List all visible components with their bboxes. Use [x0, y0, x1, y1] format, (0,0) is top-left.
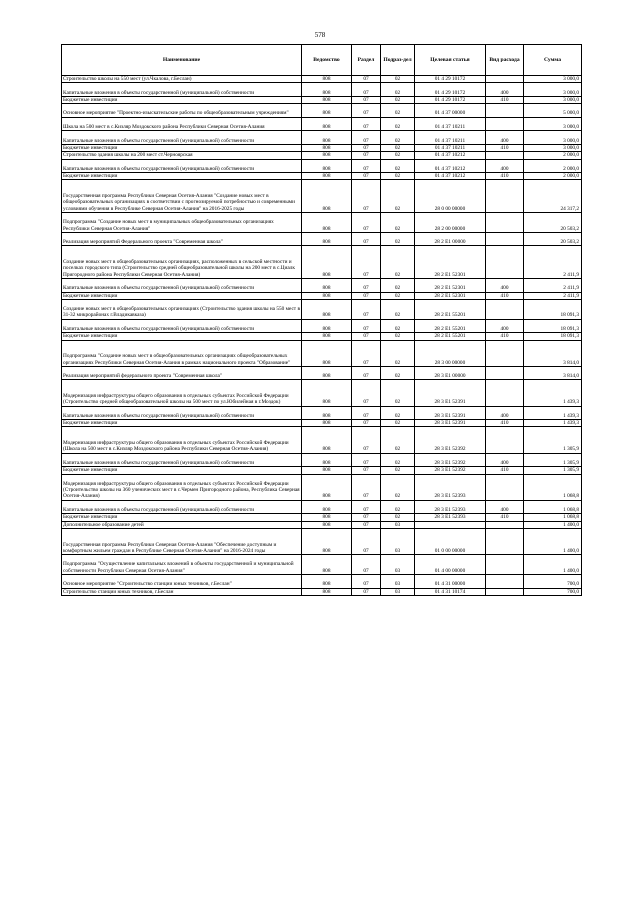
cell-dept: 808 — [302, 427, 352, 453]
table-row — [62, 474, 582, 500]
cell-name: Капитальные вложения в объекты государственной (муниципальной) собственности — [62, 159, 302, 173]
cell-name: Строительство школы на 550 мест (ул.Чкалова, г.Беслан) — [62, 76, 302, 83]
table-row — [62, 521, 582, 528]
cell-target: 28 2 E1 52301 — [415, 246, 486, 279]
cell-sum: 20 503,2 — [524, 232, 582, 246]
table-body — [62, 76, 582, 596]
cell-name: Модернизация инфраструктуры общего образования в отдельных субъектах Российской Федерации (Школа на 500 мест в с.Кизляр Моздокского района Республики Северная Осетия-Алания) — [62, 427, 302, 453]
cell-subsection: 02 — [381, 427, 415, 453]
cell-sum: 1 068,8 — [524, 500, 582, 514]
cell-section: 07 — [352, 159, 381, 173]
cell-dept: 808 — [302, 278, 352, 292]
cell-dept: 808 — [302, 173, 352, 180]
cell-subsection: 02 — [381, 319, 415, 333]
cell-section: 07 — [352, 500, 381, 514]
cell-section: 07 — [352, 366, 381, 380]
cell-dept: 808 — [302, 467, 352, 474]
cell-dept: 808 — [302, 319, 352, 333]
cell-subsection: 02 — [381, 406, 415, 420]
cell-dept: 808 — [302, 96, 352, 103]
cell-sum: 3 000,0 — [524, 131, 582, 145]
cell-target: 01 4 31 00000 — [415, 575, 486, 589]
cell-sum: 3 000,0 — [524, 96, 582, 103]
cell-sum: 3 814,0 — [524, 366, 582, 380]
table-row — [62, 575, 582, 589]
cell-dept: 808 — [302, 83, 352, 97]
table-row — [62, 104, 582, 118]
cell-name: Капитальные вложения в объекты государственной (муниципальной) собственности — [62, 453, 302, 467]
cell-dept: 808 — [302, 144, 352, 151]
cell-subsection: 02 — [381, 500, 415, 514]
cell-sum: 1 305,9 — [524, 467, 582, 474]
header-type: Вид расхода — [486, 45, 524, 76]
cell-dept: 808 — [302, 117, 352, 131]
cell-name: Государственная программа Республики Северная Осетия-Алания "Создание новых мест в общеобразовательных организациях в соответствии с прогнозируемой потребностью и современными условиями обучения в Республике Северная Осетия-Алания" на 2016-2025 годы — [62, 180, 302, 213]
cell-name: Бюджетные инвестиции — [62, 144, 302, 151]
header-dept: Ведомство — [302, 45, 352, 76]
cell-type: 400 — [486, 500, 524, 514]
cell-type: 410 — [486, 292, 524, 299]
cell-target: 28 3 E1 52391 — [415, 380, 486, 406]
cell-target: 28 3 E1 52392 — [415, 467, 486, 474]
cell-subsection: 02 — [381, 333, 415, 340]
cell-name: Реализация мероприятий Федерального проекта "Современная школа" — [62, 232, 302, 246]
cell-subsection: 03 — [381, 528, 415, 554]
cell-target: 28 2 E1 55201 — [415, 319, 486, 333]
cell-sum: 2 000,0 — [524, 159, 582, 173]
cell-sum: 1 439,3 — [524, 380, 582, 406]
cell-type — [486, 212, 524, 232]
cell-dept: 808 — [302, 366, 352, 380]
cell-target: 28 2 E1 55201 — [415, 299, 486, 319]
cell-type — [486, 180, 524, 213]
cell-name: Дополнительное образование детей — [62, 521, 302, 528]
budget-table — [61, 44, 582, 596]
cell-dept: 808 — [302, 131, 352, 145]
cell-type — [486, 104, 524, 118]
cell-name: Основное мероприятие "Строительство станции юных техников, г.Беслан" — [62, 575, 302, 589]
cell-sum: 1 439,3 — [524, 406, 582, 420]
cell-sum: 18 091,3 — [524, 299, 582, 319]
cell-subsection: 02 — [381, 453, 415, 467]
page-number: 578 — [314, 31, 326, 39]
cell-sum: 1 068,8 — [524, 474, 582, 500]
cell-section: 07 — [352, 474, 381, 500]
cell-type — [486, 588, 524, 595]
cell-type — [486, 528, 524, 554]
cell-name: Бюджетные инвестиции — [62, 333, 302, 340]
cell-dept: 808 — [302, 152, 352, 159]
table-row — [62, 380, 582, 406]
table-row — [62, 76, 582, 83]
cell-dept: 808 — [302, 528, 352, 554]
cell-dept: 808 — [302, 474, 352, 500]
cell-sum: 3 000,0 — [524, 83, 582, 97]
cell-name: Создание новых мест в общеобразовательных организациях, расположенных в сельской местности и поселках городского типа (Строительство средней общеобразовательной школы на 200 мест в с.Циалк Пригородного района Республики Северная Осетия-Алания) — [62, 246, 302, 279]
cell-name: Капитальные вложения в объекты государственной (муниципальной) собственности — [62, 319, 302, 333]
cell-type: 410 — [486, 467, 524, 474]
cell-section: 07 — [352, 521, 381, 528]
table-row — [62, 319, 582, 333]
cell-section: 07 — [352, 528, 381, 554]
cell-section: 07 — [352, 380, 381, 406]
cell-name: Подпрограмма "Осуществление капитальных вложений в объекты государственной и муниципальной собственности Республики Северная Осетия-Алания" — [62, 555, 302, 575]
cell-target: 01 4 37 10212 — [415, 152, 486, 159]
cell-sum: 3 000,0 — [524, 144, 582, 151]
header-subsection: Подраз-дел — [381, 45, 415, 76]
cell-target: 01 4 00 00000 — [415, 555, 486, 575]
cell-sum: 700,0 — [524, 575, 582, 589]
cell-type: 410 — [486, 333, 524, 340]
cell-type: 400 — [486, 131, 524, 145]
cell-section: 07 — [352, 131, 381, 145]
cell-sum: 20 503,2 — [524, 212, 582, 232]
cell-target: 01 4 37 10211 — [415, 117, 486, 131]
cell-subsection: 03 — [381, 575, 415, 589]
cell-subsection: 02 — [381, 117, 415, 131]
cell-section: 07 — [352, 104, 381, 118]
cell-type — [486, 246, 524, 279]
cell-section: 07 — [352, 420, 381, 427]
cell-subsection: 02 — [381, 420, 415, 427]
cell-sum: 700,0 — [524, 588, 582, 595]
cell-sum: 2 000,0 — [524, 173, 582, 180]
cell-target: 28 3 E1 52392 — [415, 427, 486, 453]
cell-type: 400 — [486, 319, 524, 333]
cell-dept: 808 — [302, 104, 352, 118]
cell-dept: 808 — [302, 500, 352, 514]
table-row — [62, 427, 582, 453]
header-sum: Сумма — [524, 45, 582, 76]
cell-target: 28 2 00 00000 — [415, 212, 486, 232]
cell-type: 410 — [486, 420, 524, 427]
cell-sum: 2 000,0 — [524, 152, 582, 159]
cell-sum: 18 091,3 — [524, 319, 582, 333]
cell-name: Основное мероприятие "Проектно-изыскательские работы по общеобразовательным учреждениям" — [62, 104, 302, 118]
table-row — [62, 333, 582, 340]
cell-type — [486, 575, 524, 589]
cell-type — [486, 340, 524, 366]
cell-section: 07 — [352, 246, 381, 279]
cell-name: Бюджетные инвестиции — [62, 96, 302, 103]
cell-name: Капитальные вложения в объекты государственной (муниципальной) собственности — [62, 131, 302, 145]
cell-name: Бюджетные инвестиции — [62, 467, 302, 474]
cell-subsection: 02 — [381, 152, 415, 159]
cell-type — [486, 76, 524, 83]
cell-type: 400 — [486, 83, 524, 97]
cell-target: 01 0 00 00000 — [415, 528, 486, 554]
cell-sum: 3 814,0 — [524, 340, 582, 366]
cell-type — [486, 555, 524, 575]
cell-name: Бюджетные инвестиции — [62, 173, 302, 180]
cell-section: 07 — [352, 555, 381, 575]
cell-dept: 808 — [302, 340, 352, 366]
cell-target: 28 2 E1 55201 — [415, 333, 486, 340]
cell-sum: 2 411,9 — [524, 292, 582, 299]
table-row — [62, 232, 582, 246]
cell-name: Государственная программа Республики Северная Осетия-Алания "Обеспечение доступным и комфортным жильем граждан в Республике Северная Осетия-Алания" на 2016-2024 годы — [62, 528, 302, 554]
table-row — [62, 212, 582, 232]
cell-sum: 24 317,2 — [524, 180, 582, 213]
table-row — [62, 152, 582, 159]
cell-subsection: 02 — [381, 340, 415, 366]
cell-section: 07 — [352, 152, 381, 159]
cell-sum: 1 439,3 — [524, 420, 582, 427]
cell-section: 07 — [352, 212, 381, 232]
cell-section: 07 — [352, 453, 381, 467]
cell-name: Школа на 500 мест в с.Кизляр Моздокского района Республики Северная Осетия-Алания — [62, 117, 302, 131]
cell-section: 07 — [352, 173, 381, 180]
cell-dept: 808 — [302, 588, 352, 595]
table-row — [62, 159, 582, 173]
cell-target: 28 3 E1 52391 — [415, 420, 486, 427]
cell-sum: 5 000,0 — [524, 104, 582, 118]
cell-sum: 18 091,3 — [524, 333, 582, 340]
cell-target: 01 4 37 10212 — [415, 159, 486, 173]
table-row — [62, 292, 582, 299]
table-row — [62, 467, 582, 474]
cell-type: 400 — [486, 159, 524, 173]
cell-type: 400 — [486, 278, 524, 292]
cell-target: 01 4 37 00000 — [415, 104, 486, 118]
table-row — [62, 555, 582, 575]
cell-type: 400 — [486, 406, 524, 420]
cell-target: 28 3 E1 52392 — [415, 453, 486, 467]
table-row — [62, 340, 582, 366]
table-row — [62, 131, 582, 145]
cell-type — [486, 299, 524, 319]
table-row — [62, 96, 582, 103]
cell-section: 07 — [352, 180, 381, 213]
cell-dept: 808 — [302, 453, 352, 467]
table-row — [62, 406, 582, 420]
cell-section: 07 — [352, 117, 381, 131]
cell-target: 01 4 29 10172 — [415, 96, 486, 103]
table-header-row — [62, 45, 582, 76]
table-row — [62, 173, 582, 180]
table-row — [62, 117, 582, 131]
cell-subsection: 02 — [381, 232, 415, 246]
cell-type: 410 — [486, 514, 524, 521]
cell-subsection: 02 — [381, 104, 415, 118]
cell-target: 28 2 E1 52301 — [415, 278, 486, 292]
cell-sum: 3 000,0 — [524, 117, 582, 131]
cell-target: 28 2 E1 00000 — [415, 232, 486, 246]
cell-dept: 808 — [302, 299, 352, 319]
cell-subsection: 02 — [381, 144, 415, 151]
cell-sum: 1 305,9 — [524, 453, 582, 467]
cell-target: 28 0 00 00000 — [415, 180, 486, 213]
cell-type: 410 — [486, 173, 524, 180]
cell-subsection: 02 — [381, 83, 415, 97]
cell-name: Капитальные вложения в объекты государственной (муниципальной) собственности — [62, 406, 302, 420]
cell-dept: 808 — [302, 76, 352, 83]
header-section: Раздел — [352, 45, 381, 76]
cell-sum: 2 411,9 — [524, 246, 582, 279]
cell-sum: 1 068,8 — [524, 514, 582, 521]
table-row — [62, 246, 582, 279]
cell-dept: 808 — [302, 212, 352, 232]
cell-target: 28 3 E1 52393 — [415, 500, 486, 514]
cell-section: 07 — [352, 588, 381, 595]
header-target: Целевая статья — [415, 45, 486, 76]
cell-type — [486, 366, 524, 380]
cell-subsection: 02 — [381, 131, 415, 145]
cell-subsection: 02 — [381, 246, 415, 279]
cell-section: 07 — [352, 575, 381, 589]
table-row — [62, 514, 582, 521]
cell-target: 28 3 E1 52393 — [415, 474, 486, 500]
table-row — [62, 420, 582, 427]
cell-target: 01 4 29 10172 — [415, 83, 486, 97]
cell-section: 07 — [352, 427, 381, 453]
cell-section: 07 — [352, 514, 381, 521]
cell-subsection: 02 — [381, 159, 415, 173]
cell-dept: 808 — [302, 575, 352, 589]
cell-name: Бюджетные инвестиции — [62, 292, 302, 299]
cell-target: 01 4 31 10174 — [415, 588, 486, 595]
table-row — [62, 144, 582, 151]
cell-subsection: 02 — [381, 467, 415, 474]
cell-section: 07 — [352, 319, 381, 333]
cell-section: 07 — [352, 232, 381, 246]
cell-section: 07 — [352, 340, 381, 366]
cell-dept: 808 — [302, 246, 352, 279]
cell-subsection: 02 — [381, 474, 415, 500]
cell-dept: 808 — [302, 555, 352, 575]
cell-subsection: 02 — [381, 76, 415, 83]
header-name: Наименование — [62, 45, 302, 76]
cell-target: 01 4 29 10172 — [415, 76, 486, 83]
cell-subsection: 02 — [381, 278, 415, 292]
cell-subsection: 03 — [381, 588, 415, 595]
table-row — [62, 180, 582, 213]
cell-dept: 808 — [302, 232, 352, 246]
cell-target: 01 4 37 10212 — [415, 173, 486, 180]
cell-name: Реализация мероприятий федерального проекта "Современная школа" — [62, 366, 302, 380]
cell-section: 07 — [352, 96, 381, 103]
table-row — [62, 528, 582, 554]
cell-target: 28 3 E1 00000 — [415, 366, 486, 380]
cell-dept: 808 — [302, 521, 352, 528]
cell-subsection: 02 — [381, 380, 415, 406]
cell-sum: 2 411,9 — [524, 278, 582, 292]
cell-subsection: 02 — [381, 173, 415, 180]
cell-name: Создание новых мест в общеобразовательных организациях (Строительство здания школы на 550 мест в 31-32 микрорайонах г.Владикавказа) — [62, 299, 302, 319]
table-row — [62, 299, 582, 319]
table-row — [62, 278, 582, 292]
cell-name: Капитальные вложения в объекты государственной (муниципальной) собственности — [62, 83, 302, 97]
cell-name: Капитальные вложения в объекты государственной (муниципальной) собственности — [62, 500, 302, 514]
table-row — [62, 453, 582, 467]
cell-target: 28 2 E1 52301 — [415, 292, 486, 299]
cell-type — [486, 232, 524, 246]
cell-target: 28 3 00 00000 — [415, 340, 486, 366]
cell-dept: 808 — [302, 406, 352, 420]
cell-name: Модернизация инфраструктуры общего образования в отдельных субъектах Российской Федерации (Строительство средней общеобразовательной школы на 500 мест по ул.Юбилейная в г.Моздок) — [62, 380, 302, 406]
table-row — [62, 83, 582, 97]
cell-name: Модернизация инфраструктуры общего образования в отдельных субъектах Российской Федерации (Строительство школы на 360 ученических мест в с.Чермен Пригородного района, Республика Северная Осетия-Алания) — [62, 474, 302, 500]
cell-dept: 808 — [302, 380, 352, 406]
cell-type — [486, 474, 524, 500]
cell-dept: 808 — [302, 180, 352, 213]
cell-dept: 808 — [302, 159, 352, 173]
cell-subsection: 02 — [381, 514, 415, 521]
cell-sum: 3 000,0 — [524, 76, 582, 83]
cell-name: Подпрограмма "Создание новых мест в общеобразовательных организациях общеобразовательных организациях Республики Северная Осетия-Алания в рамках национального проекта "Образование" — [62, 340, 302, 366]
cell-type: 400 — [486, 453, 524, 467]
cell-name: Капитальные вложения в объекты государственной (муниципальной) собственности — [62, 278, 302, 292]
cell-section: 07 — [352, 76, 381, 83]
cell-name: Бюджетные инвестиции — [62, 420, 302, 427]
table-row — [62, 500, 582, 514]
cell-section: 07 — [352, 292, 381, 299]
cell-subsection: 02 — [381, 96, 415, 103]
cell-subsection: 02 — [381, 212, 415, 232]
cell-type — [486, 380, 524, 406]
cell-subsection: 03 — [381, 521, 415, 528]
cell-target: 28 3 E1 52391 — [415, 406, 486, 420]
cell-section: 07 — [352, 83, 381, 97]
cell-name: Строительство здания школы на 200 мест ст.Черноярская — [62, 152, 302, 159]
cell-sum: 1 400,0 — [524, 528, 582, 554]
cell-sum: 1 305,9 — [524, 427, 582, 453]
cell-subsection: 02 — [381, 180, 415, 213]
cell-dept: 808 — [302, 333, 352, 340]
cell-type: 410 — [486, 144, 524, 151]
cell-section: 07 — [352, 299, 381, 319]
cell-subsection: 03 — [381, 555, 415, 575]
cell-subsection: 02 — [381, 299, 415, 319]
cell-name: Подпрограмма "Создание новых мест в муниципальных общеобразовательных организациях Республики Северная Осетия-Алания" — [62, 212, 302, 232]
cell-type — [486, 152, 524, 159]
table-row — [62, 588, 582, 595]
cell-sum: 1 400,0 — [524, 555, 582, 575]
cell-sum: 1 400,0 — [524, 521, 582, 528]
cell-type — [486, 427, 524, 453]
cell-section: 07 — [352, 144, 381, 151]
table-row — [62, 366, 582, 380]
cell-subsection: 02 — [381, 292, 415, 299]
cell-subsection: 02 — [381, 366, 415, 380]
cell-target: 28 3 E1 52393 — [415, 514, 486, 521]
cell-type: 410 — [486, 96, 524, 103]
cell-target — [415, 521, 486, 528]
cell-target: 01 4 37 10211 — [415, 131, 486, 145]
cell-name: Бюджетные инвестиции — [62, 514, 302, 521]
cell-dept: 808 — [302, 514, 352, 521]
cell-target: 01 4 37 10211 — [415, 144, 486, 151]
cell-type — [486, 521, 524, 528]
cell-section: 07 — [352, 278, 381, 292]
cell-section: 07 — [352, 406, 381, 420]
cell-dept: 808 — [302, 420, 352, 427]
cell-name: Строительство станции юных техников, г.Беслан — [62, 588, 302, 595]
cell-section: 07 — [352, 333, 381, 340]
cell-type — [486, 117, 524, 131]
cell-dept: 808 — [302, 292, 352, 299]
cell-section: 07 — [352, 467, 381, 474]
